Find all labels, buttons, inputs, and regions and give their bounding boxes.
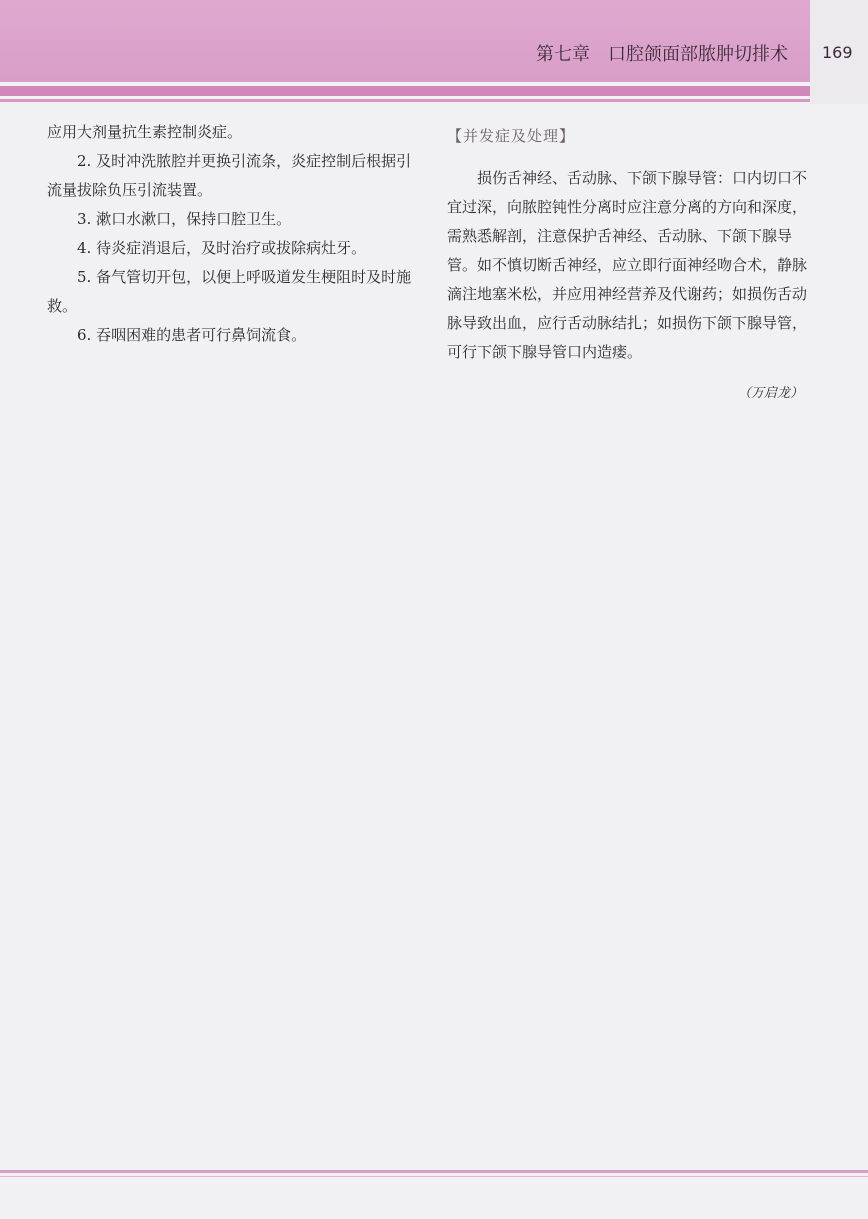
header-rule bbox=[0, 86, 810, 96]
header-rule-secondary bbox=[0, 99, 810, 102]
list-item-5: 5. 备气管切开包，以便上呼吸道发生梗阻时及时施救。 bbox=[47, 268, 412, 315]
author-credit: （万启龙） bbox=[738, 386, 804, 401]
left-column bbox=[47, 118, 419, 350]
right-column bbox=[447, 122, 815, 367]
list-item-4: 4. 待炎症消退后，及时治疗或拔除病灶牙。 bbox=[77, 239, 367, 257]
chapter-title: 第七章 口腔颌面部脓肿切排术 bbox=[536, 44, 788, 65]
footer-rule bbox=[0, 1170, 868, 1173]
list-item-6: 6. 吞咽困难的患者可行鼻饲流食。 bbox=[77, 326, 307, 344]
complications-paragraph: 损伤舌神经、舌动脉、下颌下腺导管：口内切口不宜过深，向脓腔钝性分离时应注意分离的方向和深度，需熟悉解剖，注意保护舌神经、舌动脉、下颌下腺导管。如不慎切断舌神经，应立即行面神经吻合术，静脉滴注地塞米松，并应用神经营养及代谢药；如损伤舌动脉导致出血，应行舌动脉结扎；如损伤下颌下腺导管，可行下颌下腺导管口内造瘘。 bbox=[447, 169, 808, 361]
section-heading: 【并发症及处理】 bbox=[447, 127, 576, 145]
footer-rule-secondary bbox=[0, 1176, 868, 1177]
page-number: 169 bbox=[822, 43, 853, 62]
list-item-3: 3. 漱口水漱口，保持口腔卫生。 bbox=[77, 210, 292, 228]
paragraph-continuation: 应用大剂量抗生素控制炎症。 bbox=[47, 123, 243, 141]
list-item-2: 2. 及时冲洗脓腔并更换引流条，炎症控制后根据引流量拔除负压引流装置。 bbox=[47, 152, 412, 199]
